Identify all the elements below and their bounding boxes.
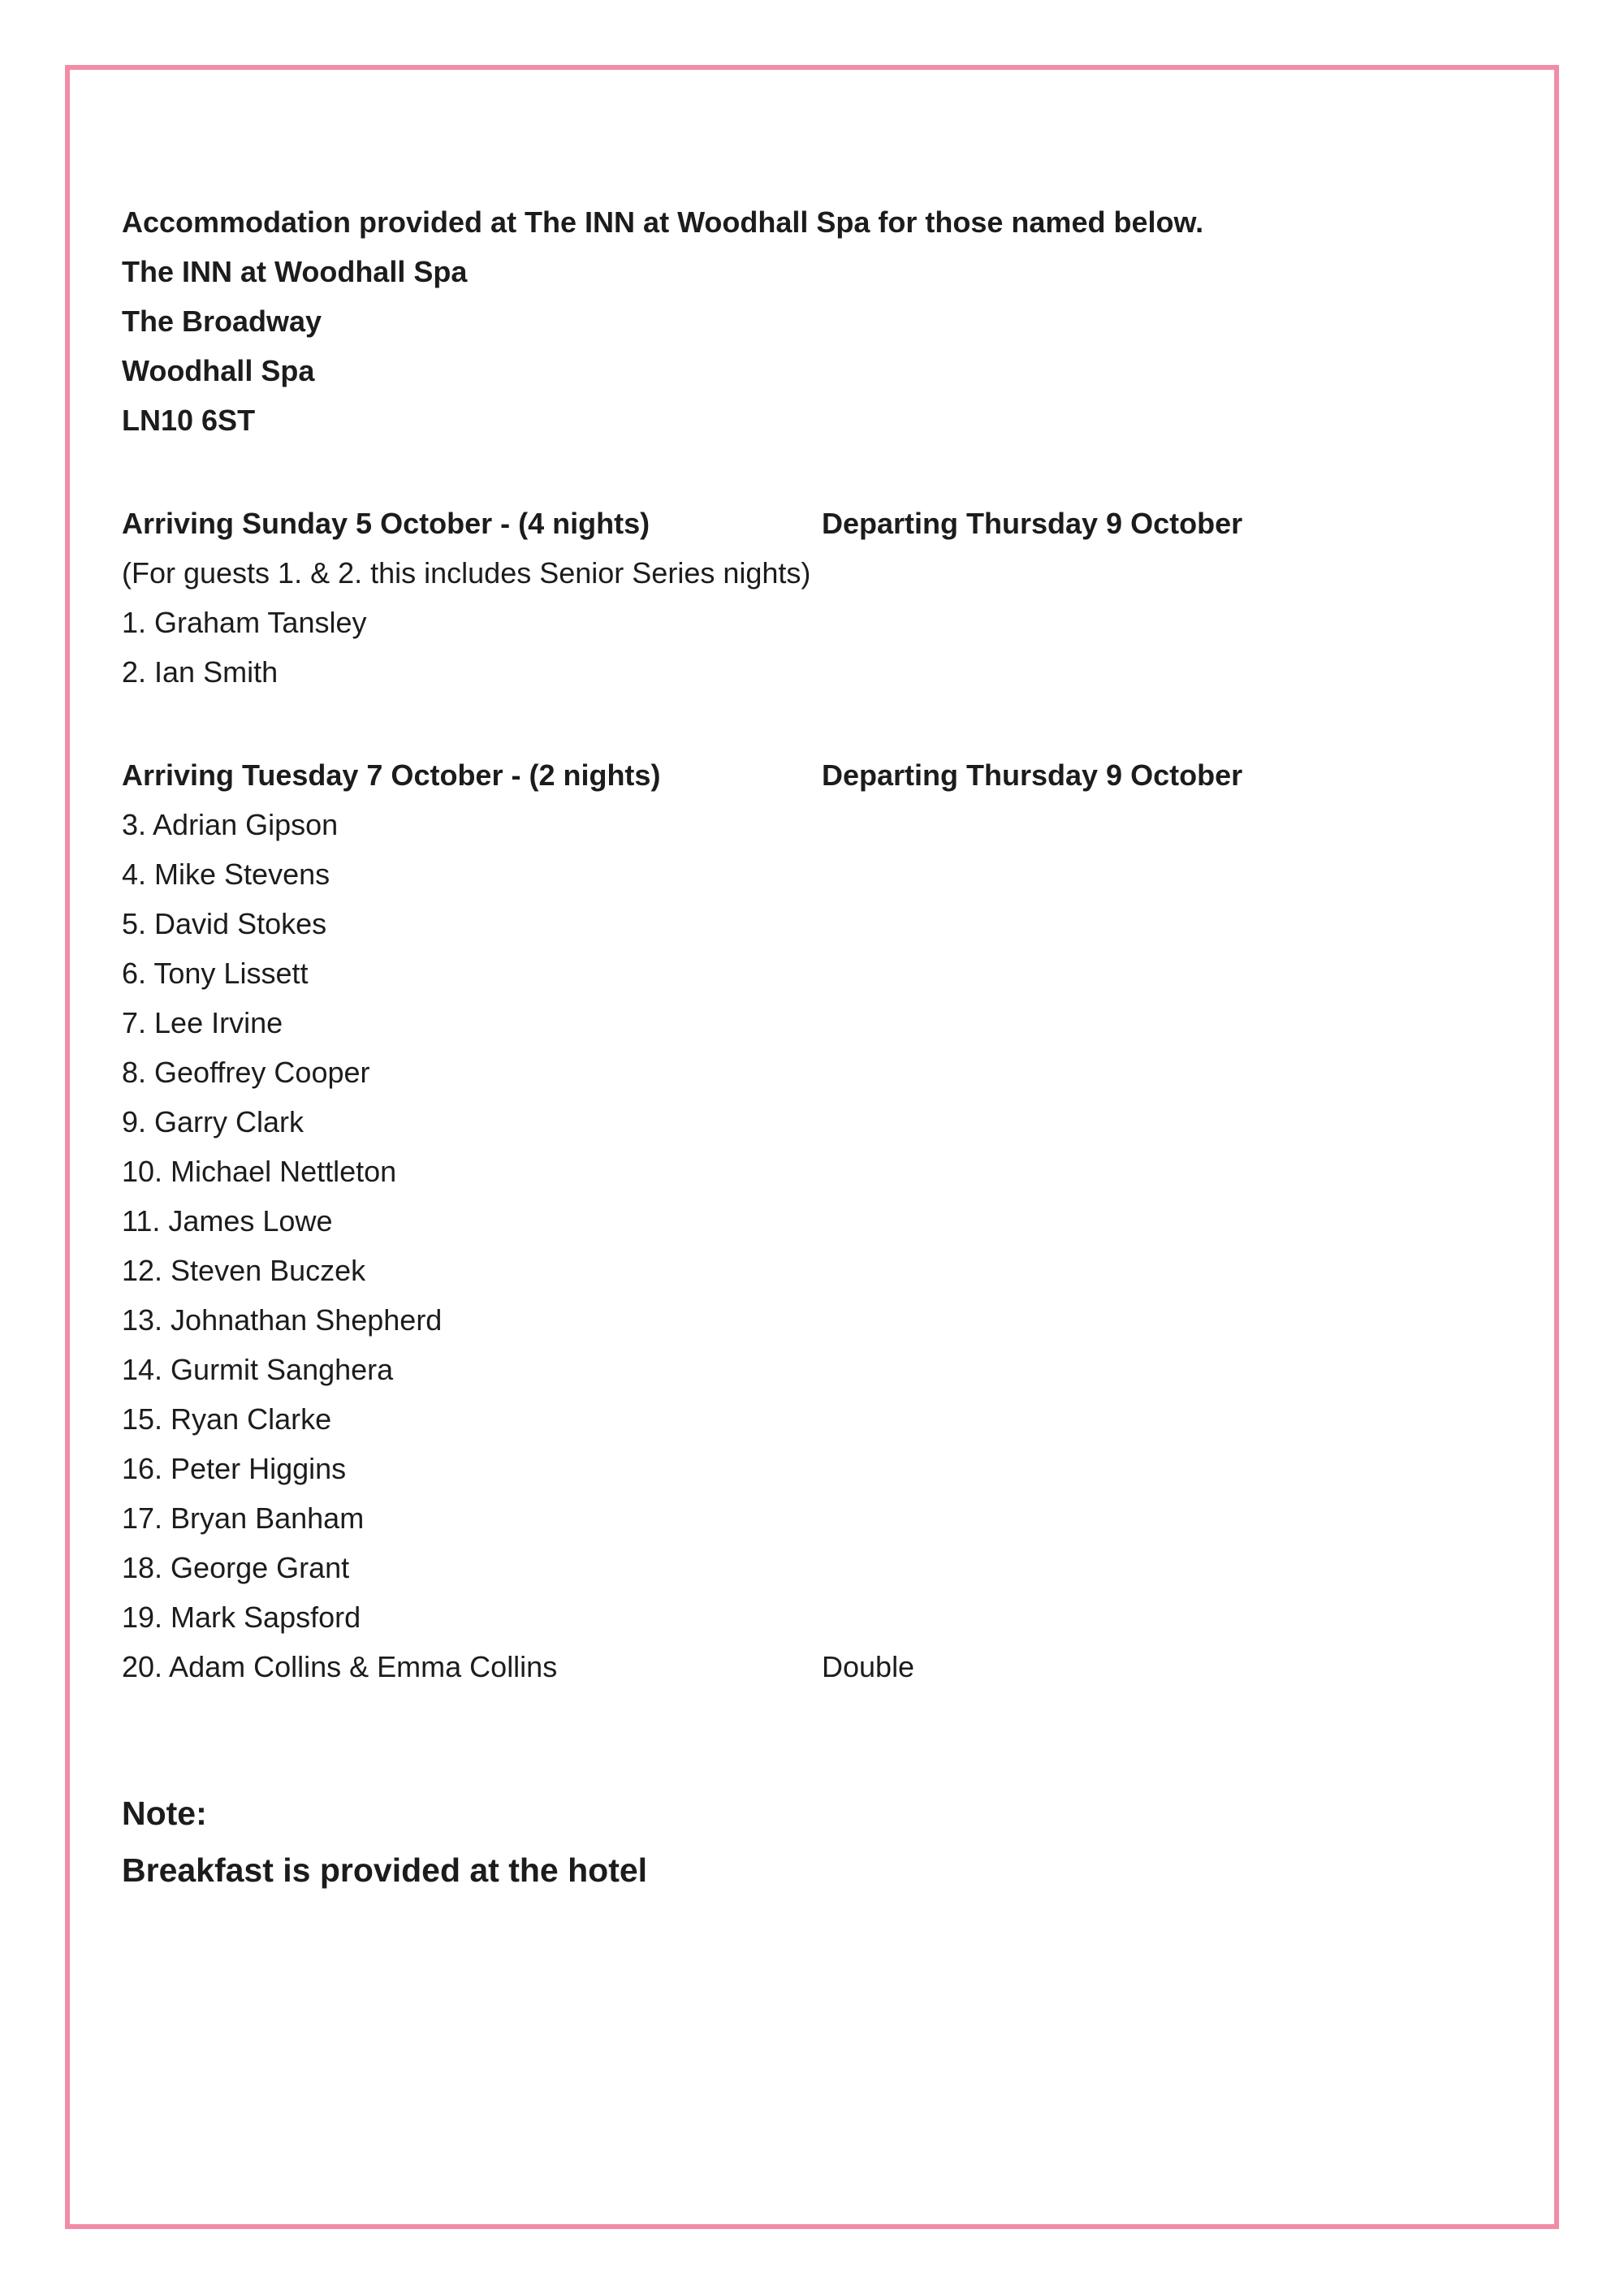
- guest-row: [122, 1642, 1510, 1691]
- guest-row: [122, 1295, 1510, 1345]
- guest-list: [122, 598, 1510, 697]
- guest-row: [122, 1196, 1510, 1246]
- guest-name: 6. Tony Lissett: [122, 957, 309, 990]
- guest-room: Double: [822, 1650, 915, 1683]
- guest-row: [122, 1147, 1510, 1196]
- guest-name: 11. James Lowe: [122, 1204, 333, 1238]
- guest-name: 13. Johnathan Shepherd: [122, 1303, 443, 1337]
- note-title: Note:: [122, 1795, 207, 1832]
- guest-name: 1. Graham Tansley: [122, 606, 367, 639]
- guest-row: [122, 1444, 1510, 1493]
- guest-row: [122, 1246, 1510, 1295]
- header-block: [122, 197, 1510, 445]
- guest-name: 3. Adrian Gipson: [122, 808, 339, 841]
- guest-name: 17. Bryan Banham: [122, 1501, 365, 1535]
- guest-row: [122, 948, 1510, 998]
- guest-row: [122, 1592, 1510, 1642]
- guest-row: [122, 1394, 1510, 1444]
- address-line-town: Woodhall Spa: [122, 354, 315, 387]
- guest-name: 12. Steven Buczek: [122, 1254, 366, 1287]
- guest-row: [122, 647, 1510, 697]
- section-heading: [122, 750, 1510, 800]
- guest-name: 15. Ryan Clarke: [122, 1402, 332, 1436]
- guest-row: [122, 1345, 1510, 1394]
- guest-name: 14. Gurmit Sanghera: [122, 1353, 394, 1386]
- guest-row: [122, 800, 1510, 849]
- guest-name: 7. Lee Irvine: [122, 1006, 283, 1039]
- section-note: (For guests 1. & 2. this includes Senior Series nights): [122, 556, 811, 590]
- address-line-postcode: LN10 6ST: [122, 404, 256, 437]
- arriving-label: Arriving Tuesday 7 October - (2 nights): [122, 758, 661, 792]
- section-heading: [122, 499, 1510, 548]
- intro-line: Accommodation provided at The INN at Woodhall Spa for those named below.: [122, 205, 1204, 239]
- note-block: [122, 1785, 1510, 1899]
- guest-list: [122, 800, 1510, 1691]
- guest-row: [122, 1048, 1510, 1097]
- arriving-label: Arriving Sunday 5 October - (4 nights): [122, 507, 650, 540]
- guest-name: 4. Mike Stevens: [122, 858, 330, 891]
- guest-name: 5. David Stokes: [122, 907, 327, 940]
- departing-label: Departing Thursday 9 October: [822, 507, 1243, 540]
- document-content: [122, 197, 1510, 1899]
- guest-row: [122, 1097, 1510, 1147]
- stay-section-tuesday: [122, 750, 1510, 1691]
- guest-name: 16. Peter Higgins: [122, 1452, 347, 1485]
- guest-name: 19. Mark Sapsford: [122, 1601, 361, 1634]
- guest-row: [122, 998, 1510, 1048]
- note-body: Breakfast is provided at the hotel: [122, 1851, 648, 1889]
- guest-name: 9. Garry Clark: [122, 1105, 304, 1138]
- address-line-street: The Broadway: [122, 305, 322, 338]
- guest-row: [122, 899, 1510, 948]
- guest-row: [122, 598, 1510, 647]
- guest-row: [122, 1493, 1510, 1543]
- address-line-hotel: The INN at Woodhall Spa: [122, 255, 468, 288]
- departing-label: Departing Thursday 9 October: [822, 758, 1243, 792]
- guest-name: 20. Adam Collins & Emma Collins: [122, 1650, 558, 1683]
- guest-name: 18. George Grant: [122, 1551, 350, 1584]
- guest-name: 8. Geoffrey Cooper: [122, 1056, 370, 1089]
- guest-row: [122, 1543, 1510, 1592]
- stay-section-sunday: [122, 499, 1510, 697]
- guest-row: [122, 849, 1510, 899]
- guest-name: 10. Michael Nettleton: [122, 1155, 397, 1188]
- guest-name: 2. Ian Smith: [122, 655, 279, 689]
